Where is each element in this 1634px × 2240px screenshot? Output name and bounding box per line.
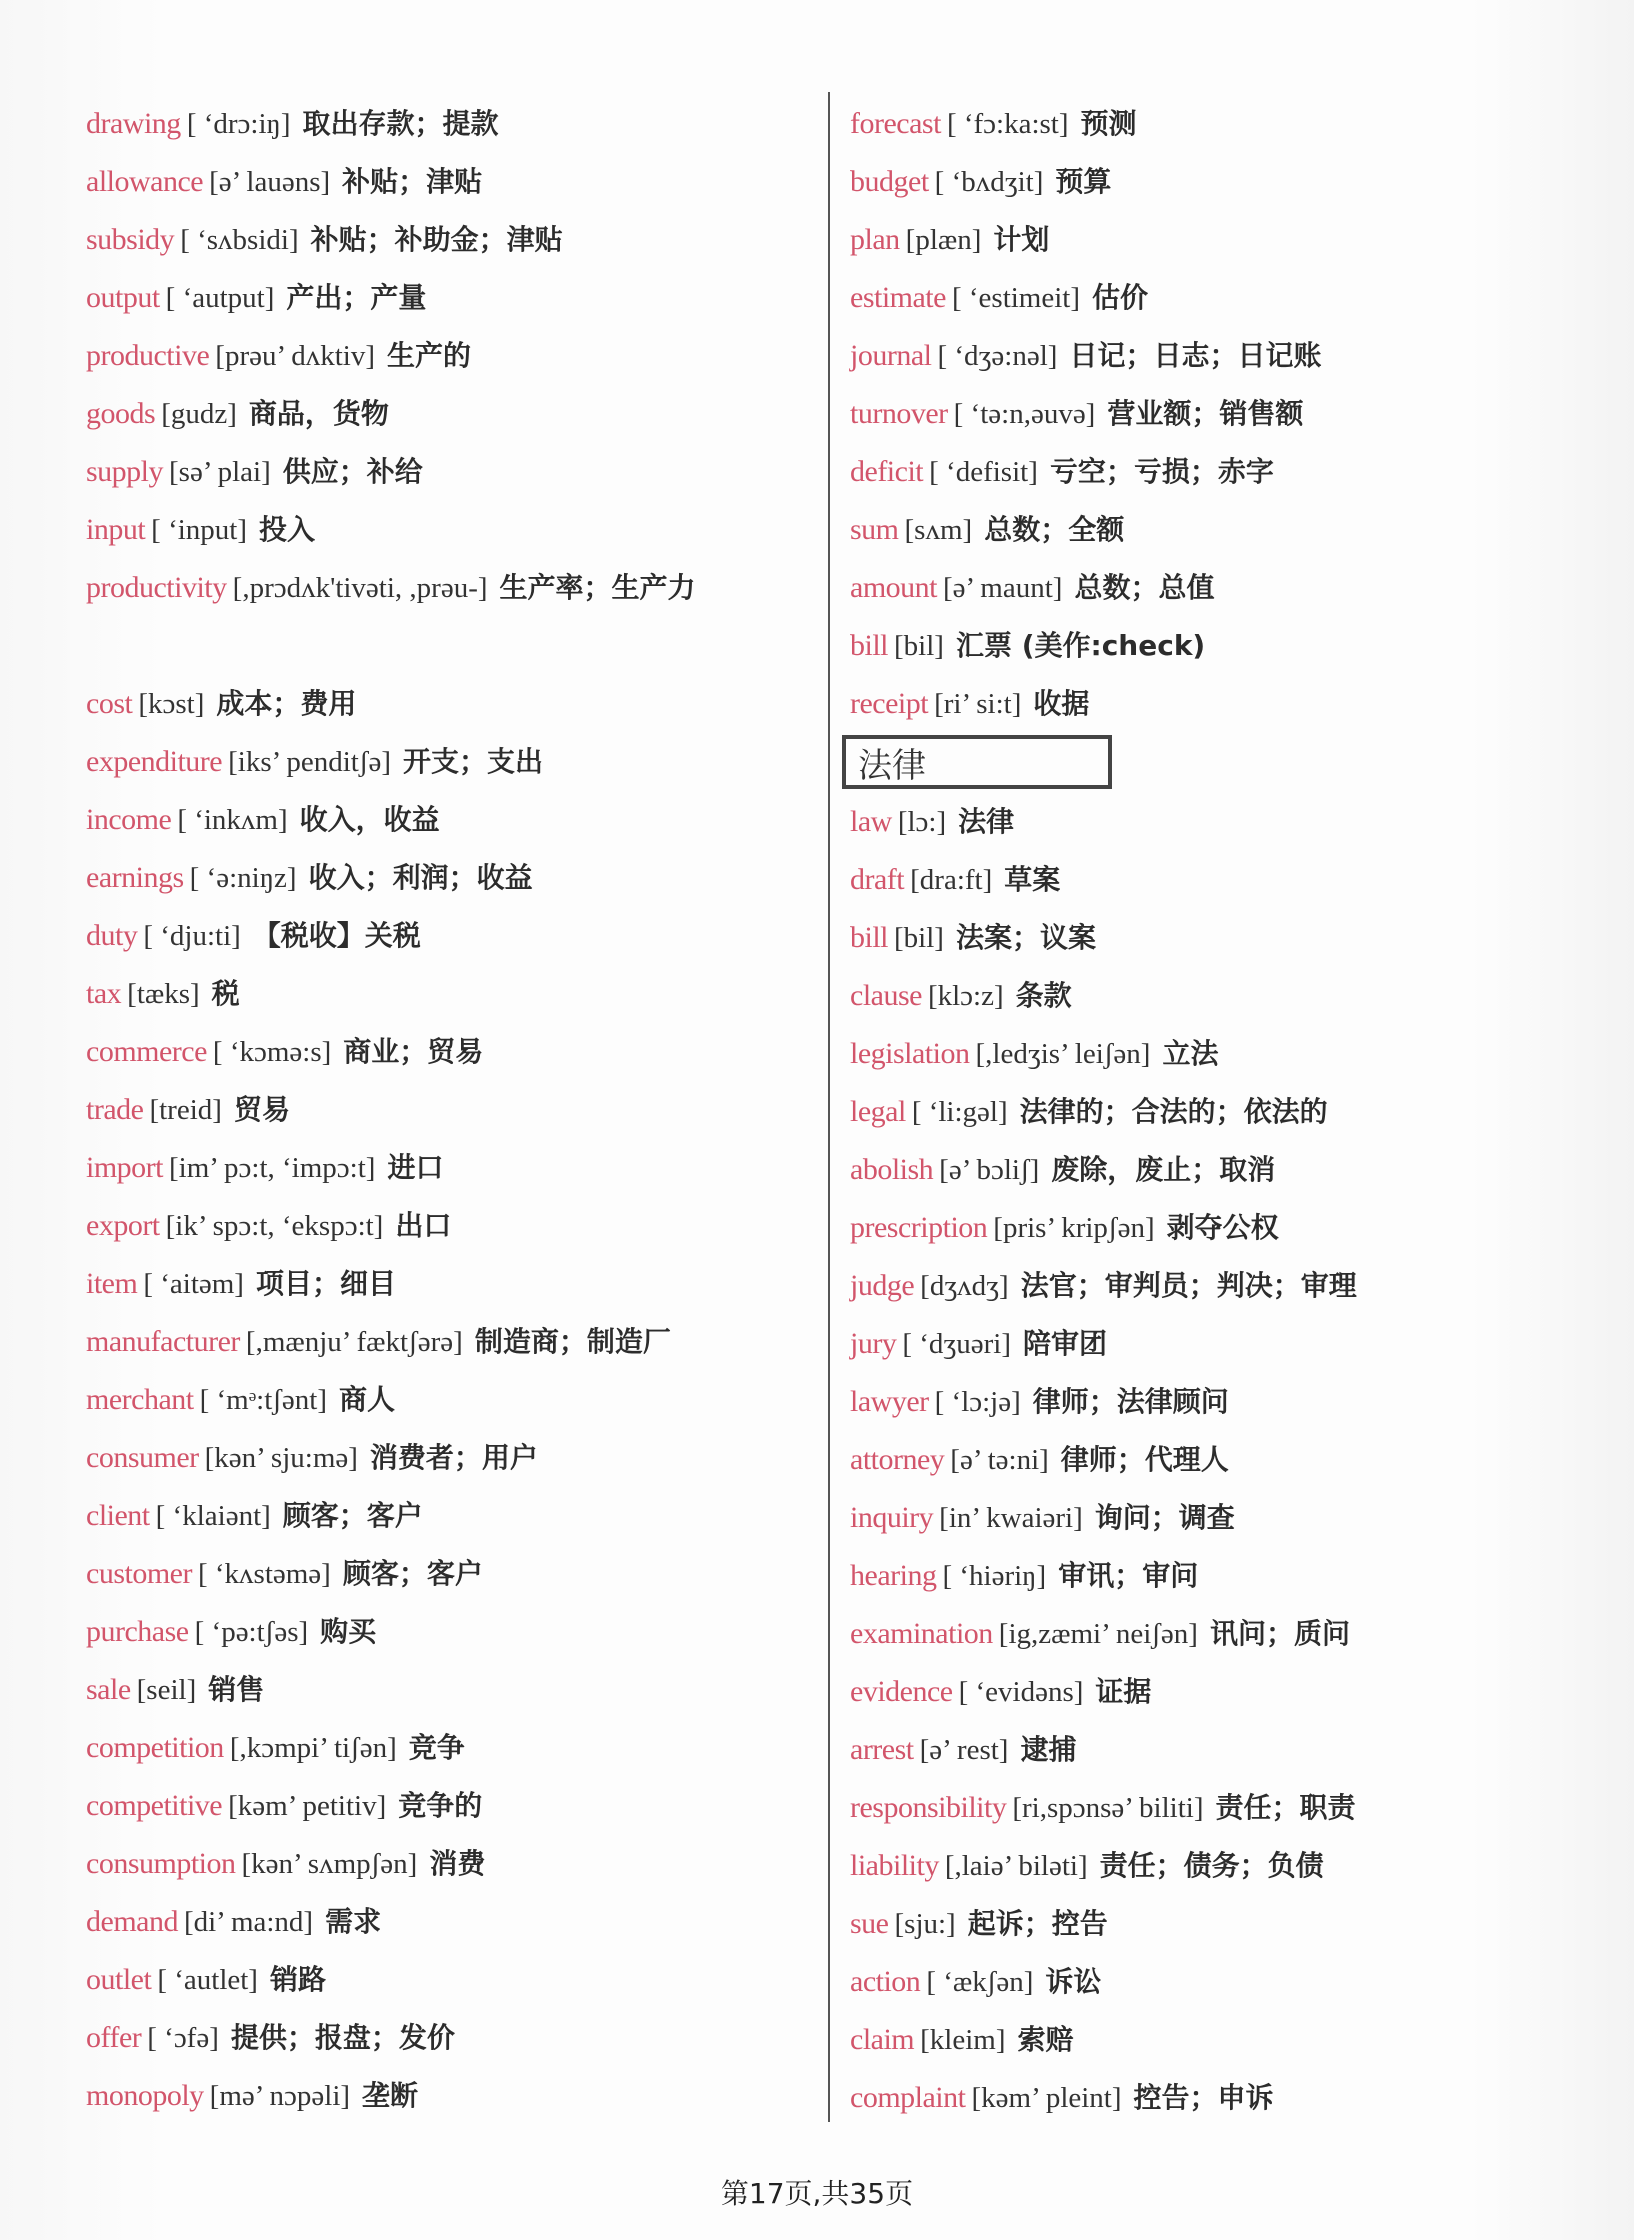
phonetic: [ ‘inkʌm] — [177, 804, 288, 836]
phonetic: [ ‘hiəriŋ] — [942, 1560, 1047, 1592]
headword: estimate — [850, 281, 946, 314]
chinese-gloss: 法律的；合法的；依法的 — [1019, 1095, 1328, 1128]
headword: income — [86, 803, 172, 836]
vocab-entry — [86, 211, 826, 269]
vocab-entry — [86, 675, 826, 733]
headword: merchant — [86, 1383, 194, 1416]
headword: receipt — [850, 687, 929, 720]
phonetic: [ ‘kʌstəmə] — [197, 1558, 331, 1590]
finance-entries — [850, 95, 1590, 733]
phonetic: [prəu’ dʌktiv] — [215, 340, 376, 372]
chinese-gloss: 商人 — [339, 1383, 396, 1416]
headword: trade — [86, 1093, 144, 1126]
vocab-entry — [86, 2067, 826, 2125]
chinese-gloss: 日记；日志；日记账 — [1069, 339, 1322, 372]
headword: complaint — [850, 2081, 966, 2114]
phonetic: [,laiə’ biləti] — [944, 1850, 1088, 1882]
headword: sale — [86, 1673, 131, 1706]
chinese-gloss: 进口 — [387, 1151, 444, 1184]
vocab-entry — [850, 1895, 1590, 1953]
vocab-entry — [86, 2009, 826, 2067]
phonetic: [kən’ sʌmpʃən] — [241, 1848, 418, 1880]
headword: judge — [850, 1269, 915, 1302]
vocab-entry — [850, 793, 1590, 851]
phonetic: [ig,zæmi’ neiʃən] — [998, 1618, 1198, 1650]
phonetic: [ri’ si:t] — [934, 688, 1022, 720]
chinese-gloss: 顾客；客户 — [282, 1499, 423, 1532]
chinese-gloss: 律师；代理人 — [1060, 1443, 1229, 1476]
left-column — [86, 95, 826, 2125]
phonetic: [bil] — [894, 922, 944, 954]
vocab-entry — [850, 1373, 1590, 1431]
vocab-entry — [850, 327, 1590, 385]
headword: monopoly — [86, 2079, 204, 2112]
headword: consumer — [86, 1441, 199, 1474]
vocab-entry — [86, 849, 826, 907]
headword: outlet — [86, 1963, 152, 1996]
vocab-entry — [850, 1547, 1590, 1605]
phonetic: [sʌm] — [904, 514, 973, 546]
phonetic: [iks’ penditʃə] — [228, 746, 392, 778]
chinese-gloss: 起诉；控告 — [967, 1907, 1108, 1940]
chinese-gloss: 询问；调查 — [1094, 1501, 1235, 1534]
phonetic: [ ‘ə:niŋz] — [189, 862, 297, 894]
chinese-gloss: 生产率；生产力 — [499, 571, 696, 604]
headword: import — [86, 1151, 163, 1184]
phonetic: [ə’ rest] — [919, 1734, 1009, 1766]
phonetic: [ ‘aitəm] — [143, 1268, 244, 1300]
phonetic: [dʒʌdʒ] — [920, 1270, 1009, 1302]
chinese-gloss: 产出；产量 — [286, 281, 427, 314]
phonetic: [ ‘defisit] — [929, 456, 1038, 488]
chinese-gloss: 法案；议案 — [955, 921, 1096, 954]
headword: duty — [86, 919, 138, 952]
headword: sum — [850, 513, 899, 546]
phonetic: [ ‘sʌbsidi] — [180, 224, 299, 256]
vocab-entry — [850, 211, 1590, 269]
headword: jury — [850, 1327, 897, 1360]
chinese-gloss: 立法 — [1162, 1037, 1219, 1070]
chinese-gloss: 消费者；用户 — [369, 1441, 538, 1474]
headword: examination — [850, 1617, 993, 1650]
vocab-entry — [86, 733, 826, 791]
phonetic: [lɔ:] — [897, 806, 947, 838]
vocab-entry — [850, 851, 1590, 909]
headword: journal — [850, 339, 932, 372]
phonetic: [kəm’ petitiv] — [228, 1790, 387, 1822]
vocab-entry — [850, 1605, 1590, 1663]
vocab-entry — [86, 1371, 826, 1429]
vocab-entry — [850, 1141, 1590, 1199]
headword: attorney — [850, 1443, 945, 1476]
chinese-gloss: 【税收】关税 — [252, 919, 421, 952]
vocab-entry — [86, 1255, 826, 1313]
headword: export — [86, 1209, 160, 1242]
phonetic: [ ‘autput] — [165, 282, 275, 314]
headword: deficit — [850, 455, 924, 488]
phonetic: [bil] — [894, 630, 944, 662]
vocab-entry — [850, 559, 1590, 617]
headword: lawyer — [850, 1385, 929, 1418]
phonetic: [plæn] — [905, 224, 982, 256]
chinese-gloss: 预算 — [1055, 165, 1112, 198]
vocab-entry — [850, 2011, 1590, 2069]
phonetic: [im’ pɔ:t, ‘impɔ:t] — [169, 1152, 376, 1184]
headword: competition — [86, 1731, 224, 1764]
vocab-entry — [850, 1431, 1590, 1489]
vocab-entry — [850, 1837, 1590, 1895]
vocab-entry — [850, 1083, 1590, 1141]
phonetic: [ ‘estimeit] — [951, 282, 1081, 314]
headword: commerce — [86, 1035, 207, 1068]
phonetic: [dra:ft] — [910, 864, 993, 896]
chinese-gloss: 消费 — [429, 1847, 486, 1880]
phonetic: [ ‘drɔ:iŋ] — [186, 108, 291, 140]
headword: productive — [86, 339, 210, 372]
headword: tax — [86, 977, 122, 1010]
headword: supply — [86, 455, 164, 488]
chinese-gloss: 商业；贸易 — [343, 1035, 484, 1068]
vocab-entry — [850, 153, 1590, 211]
phonetic: [kɔst] — [138, 688, 205, 720]
headword: turnover — [850, 397, 948, 430]
vocab-entry — [86, 1719, 826, 1777]
phonetic: [ə’ lauəns] — [209, 166, 331, 198]
headword: sue — [850, 1907, 889, 1940]
chinese-gloss: 证据 — [1095, 1675, 1152, 1708]
headword: inquiry — [850, 1501, 934, 1534]
phonetic: [ə’ maunt] — [943, 572, 1063, 604]
vocab-entry — [850, 1199, 1590, 1257]
vocab-entry — [86, 965, 826, 1023]
vocab-entry — [86, 559, 826, 675]
phonetic: [kən’ sju:mə] — [204, 1442, 358, 1474]
vocab-entry — [86, 1139, 826, 1197]
phonetic: [ri,spɔnsə’ biliti] — [1012, 1792, 1204, 1824]
headword: prescription — [850, 1211, 988, 1244]
vocab-entry — [86, 1023, 826, 1081]
section-title: 法律 — [858, 745, 926, 786]
chinese-gloss: 竞争 — [408, 1731, 465, 1764]
headword: liability — [850, 1849, 939, 1882]
chinese-gloss: 草案 — [1004, 863, 1061, 896]
headword: forecast — [850, 107, 941, 140]
headword: law — [850, 805, 892, 838]
phonetic: [in’ kwaiəri] — [939, 1502, 1083, 1534]
vocab-entry — [850, 501, 1590, 559]
headword: client — [86, 1499, 150, 1532]
chinese-gloss: 审讯；审问 — [1058, 1559, 1199, 1592]
chinese-gloss: 需求 — [325, 1905, 382, 1938]
vocab-entry — [86, 153, 826, 211]
headword: purchase — [86, 1615, 189, 1648]
chinese-gloss: 供应；补给 — [282, 455, 423, 488]
phonetic: [ik’ spɔ:t, ‘ekspɔ:t] — [165, 1210, 384, 1242]
phonetic: [ ‘bʌdʒit] — [934, 166, 1044, 198]
chinese-gloss: 律师；法律顾问 — [1032, 1385, 1229, 1418]
chinese-gloss: 补贴；补助金；津贴 — [310, 223, 563, 256]
vocab-entry — [850, 385, 1590, 443]
headword: budget — [850, 165, 929, 198]
phonetic: [ə’ bɔliʃ] — [939, 1154, 1040, 1186]
chinese-gloss: 生产的 — [387, 339, 472, 372]
headword: cost — [86, 687, 133, 720]
vocab-entry — [850, 967, 1590, 1025]
chinese-gloss: 提供；报盘；发价 — [230, 2021, 455, 2054]
law-entries — [850, 793, 1590, 2127]
phonetic: [,kɔmpi’ tiʃən] — [229, 1732, 397, 1764]
phonetic: [ ‘tə:n,əuvə] — [953, 398, 1096, 430]
chinese-gloss: 亏空；亏损；赤字 — [1049, 455, 1274, 488]
phonetic: [ ‘mᵊ:tʃənt] — [199, 1384, 328, 1416]
headword: drawing — [86, 107, 181, 140]
headword: legislation — [850, 1037, 970, 1070]
vocab-entry — [850, 617, 1590, 675]
vocab-entry — [86, 1951, 826, 2009]
headword: plan — [850, 223, 900, 256]
chinese-gloss: 收入，收益 — [299, 803, 440, 836]
headword: legal — [850, 1095, 906, 1128]
chinese-gloss: 废除，废止；取消 — [1051, 1153, 1276, 1186]
vocab-entry — [86, 1545, 826, 1603]
chinese-gloss: 顾客；客户 — [342, 1557, 483, 1590]
chinese-gloss: 竞争的 — [398, 1789, 483, 1822]
chinese-gloss: 商品，货物 — [248, 397, 389, 430]
vocab-entry — [86, 443, 826, 501]
headword: hearing — [850, 1559, 937, 1592]
chinese-gloss: 取出存款；提款 — [302, 107, 499, 140]
vocab-entry — [850, 675, 1590, 733]
vocab-entry — [86, 385, 826, 443]
headword: competitive — [86, 1789, 223, 1822]
headword: action — [850, 1965, 921, 1998]
chinese-gloss: 收据 — [1033, 687, 1090, 720]
phonetic: [ ‘dʒuəri] — [902, 1328, 1012, 1360]
chinese-gloss: 投入 — [259, 513, 316, 546]
phonetic: [ ‘li:gəl] — [911, 1096, 1008, 1128]
headword: allowance — [86, 165, 204, 198]
headword: clause — [850, 979, 922, 1012]
phonetic: [pris’ kripʃən] — [993, 1212, 1155, 1244]
vocab-entry — [850, 1779, 1590, 1837]
page-number: 第17页,共35页 — [720, 2177, 914, 2210]
chinese-gloss: 陪审团 — [1023, 1327, 1108, 1360]
chinese-gloss: 法官；审判员；判决；审理 — [1020, 1269, 1357, 1302]
chinese-gloss: 估价 — [1092, 281, 1149, 314]
phonetic: [tæks] — [127, 978, 200, 1010]
headword: amount — [850, 571, 937, 604]
chinese-gloss: 制造商；制造厂 — [474, 1325, 671, 1358]
headword: abolish — [850, 1153, 934, 1186]
headword: input — [86, 513, 146, 546]
phonetic: [sju:] — [894, 1908, 956, 1940]
phonetic: [di’ ma:nd] — [183, 1906, 314, 1938]
headword: goods — [86, 397, 156, 430]
vocab-entry — [850, 95, 1590, 153]
vocab-entry — [850, 1953, 1590, 2011]
chinese-gloss: 收入；利润；收益 — [308, 861, 533, 894]
chinese-gloss: 逮捕 — [1020, 1733, 1077, 1766]
headword: offer — [86, 2021, 142, 2054]
headword: responsibility — [850, 1791, 1007, 1824]
vocab-entry — [850, 1025, 1590, 1083]
chinese-gloss: 总数；总值 — [1074, 571, 1215, 604]
chinese-gloss: 营业额；销售额 — [1107, 397, 1304, 430]
section-header-box — [842, 735, 1112, 789]
headword: expenditure — [86, 745, 223, 778]
vocab-entry — [850, 269, 1590, 327]
chinese-gloss: 成本；费用 — [216, 687, 357, 720]
phonetic: [ ‘ækʃən] — [926, 1966, 1034, 1998]
vocab-entry — [86, 1661, 826, 1719]
vocab-entry — [86, 1429, 826, 1487]
chinese-gloss: 讯问；质问 — [1209, 1617, 1350, 1650]
vocab-entry — [86, 1835, 826, 1893]
phonetic: [ ‘klaiənt] — [155, 1500, 271, 1532]
phonetic: [ ‘ɔfə] — [147, 2022, 219, 2054]
headword: manufacturer — [86, 1325, 240, 1358]
vocab-entry — [850, 909, 1590, 967]
headword: arrest — [850, 1733, 914, 1766]
phonetic: [ ‘input] — [151, 514, 248, 546]
chinese-gloss: 税 — [211, 977, 240, 1010]
chinese-gloss: 剥夺公权 — [1166, 1211, 1279, 1244]
phonetic: [ ‘kɔmə:s] — [212, 1036, 332, 1068]
vocab-entry — [86, 1197, 826, 1255]
phonetic: [sə’ plai] — [169, 456, 271, 488]
phonetic: [treid] — [149, 1094, 222, 1126]
chinese-gloss: 法律 — [958, 805, 1015, 838]
chinese-gloss: 销路 — [269, 1963, 326, 1996]
vocab-entry — [86, 1777, 826, 1835]
vocab-entry — [850, 1663, 1590, 1721]
headword: evidence — [850, 1675, 953, 1708]
vocab-entry — [86, 791, 826, 849]
chinese-gloss: 开支；支出 — [403, 745, 544, 778]
phonetic: [,ledʒis’ leiʃən] — [975, 1038, 1151, 1070]
vocab-entry — [86, 1313, 826, 1371]
chinese-gloss: 项目；细目 — [255, 1267, 396, 1300]
headword: demand — [86, 1905, 178, 1938]
headword: productivity — [86, 571, 227, 604]
chinese-gloss: 控告；申诉 — [1133, 2081, 1274, 2114]
phonetic: [ ‘lɔ:jə] — [934, 1386, 1021, 1418]
chinese-gloss: 购买 — [320, 1615, 377, 1648]
column-divider — [828, 92, 830, 2122]
vocab-entry — [86, 501, 826, 559]
vocab-entry — [850, 1315, 1590, 1373]
vocab-entry — [86, 1487, 826, 1545]
chinese-gloss: 贸易 — [233, 1093, 290, 1126]
headword: bill — [850, 629, 889, 662]
vocab-entry — [86, 327, 826, 385]
headword: output — [86, 281, 160, 314]
chinese-gloss: 预测 — [1080, 107, 1137, 140]
headword: consumption — [86, 1847, 236, 1880]
headword: item — [86, 1267, 138, 1300]
phonetic: [mə’ nɔpəli] — [209, 2080, 351, 2112]
phonetic: [,prɔdʌk'tivəti, ,prəu-] — [232, 572, 488, 604]
phonetic: [ ‘dju:ti] — [143, 920, 241, 952]
headword: claim — [850, 2023, 915, 2056]
headword: earnings — [86, 861, 184, 894]
phonetic: [ ‘fɔ:ka:st] — [946, 108, 1069, 140]
phonetic: [seil] — [136, 1674, 197, 1706]
chinese-gloss: 垄断 — [362, 2079, 419, 2112]
chinese-gloss: 索赔 — [1017, 2023, 1074, 2056]
phonetic: [ ‘pə:tʃəs] — [194, 1616, 309, 1648]
vocab-entry — [850, 1721, 1590, 1779]
vocab-entry — [850, 1489, 1590, 1547]
chinese-gloss: 出口 — [395, 1209, 452, 1242]
vocab-entry — [86, 907, 826, 965]
phonetic: [ə’ tə:ni] — [950, 1444, 1049, 1476]
vocab-entry — [86, 1603, 826, 1661]
chinese-gloss: 补贴；津贴 — [342, 165, 483, 198]
chinese-gloss: 总数；全额 — [984, 513, 1125, 546]
chinese-gloss: 计划 — [993, 223, 1050, 256]
phonetic: [ ‘evidəns] — [958, 1676, 1084, 1708]
chinese-gloss: 条款 — [1015, 979, 1072, 1012]
headword: bill — [850, 921, 889, 954]
phonetic: [kleim] — [920, 2024, 1006, 2056]
phonetic: [gudz] — [161, 398, 237, 430]
phonetic: [,mænju’ fæktʃərə] — [245, 1326, 463, 1358]
phonetic: [ ‘dʒə:nəl] — [937, 340, 1058, 372]
chinese-gloss: 销售 — [208, 1673, 265, 1706]
headword: subsidy — [86, 223, 175, 256]
vocab-entry — [86, 269, 826, 327]
vocab-entry — [850, 443, 1590, 501]
vocab-entry — [86, 1081, 826, 1139]
chinese-gloss: 诉讼 — [1045, 1965, 1102, 1998]
phonetic: [klɔ:z] — [927, 980, 1004, 1012]
vocab-entry — [850, 1257, 1590, 1315]
headword: customer — [86, 1557, 192, 1590]
vocab-entry — [86, 1893, 826, 1951]
chinese-gloss: 责任；债务；负债 — [1099, 1849, 1324, 1882]
chinese-gloss: 汇票 (美作:check) — [955, 629, 1206, 662]
phonetic: [ ‘autlet] — [157, 1964, 258, 1996]
chinese-gloss: 责任；职责 — [1215, 1791, 1356, 1824]
vocab-entry — [86, 95, 826, 153]
headword: draft — [850, 863, 905, 896]
phonetic: [kəm’ pleint] — [971, 2082, 1122, 2114]
right-column — [850, 95, 1590, 2127]
vocab-entry — [850, 2069, 1590, 2127]
